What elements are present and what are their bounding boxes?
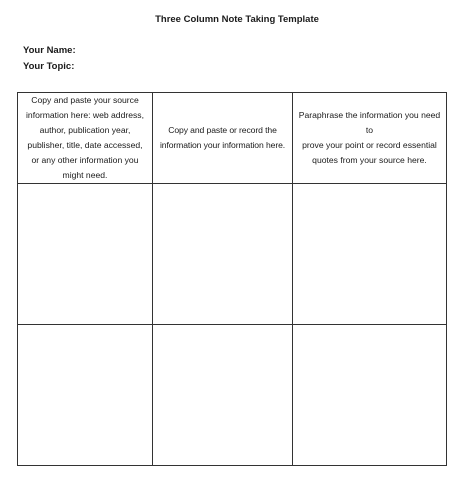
header-line: publisher, title, date accessed, [27, 140, 143, 150]
header-line: Copy and paste or record the [168, 125, 277, 135]
note-cell[interactable] [18, 184, 153, 325]
table-row [18, 184, 447, 325]
header-line: Paraphrase the information you need to [298, 110, 441, 135]
page-title: Three Column Note Taking Template [155, 14, 319, 25]
header-line: author, publication year, [39, 125, 131, 135]
record-info-header-cell [153, 93, 293, 184]
note-taking-table [17, 92, 447, 466]
header-line: quotes from your source here. [312, 155, 427, 165]
header-line: information here: web address, [26, 110, 144, 120]
note-cell[interactable] [293, 325, 447, 466]
source-info-header-cell [18, 93, 153, 184]
note-cell[interactable] [153, 325, 293, 466]
header-line: prove your point or record essential [302, 140, 437, 150]
header-line: might need. [62, 170, 108, 180]
note-cell[interactable] [18, 325, 153, 466]
note-cell[interactable] [153, 184, 293, 325]
note-cell[interactable] [293, 184, 447, 325]
your-topic-label: Your Topic: [23, 61, 75, 72]
header-line: information your information here. [159, 140, 286, 150]
your-name-label: Your Name: [23, 45, 76, 56]
table-row [18, 325, 447, 466]
header-line: or any other information you [31, 155, 139, 165]
table-header-row [18, 93, 447, 184]
paraphrase-header-cell [293, 93, 447, 184]
header-line: Copy and paste your source [31, 95, 139, 105]
